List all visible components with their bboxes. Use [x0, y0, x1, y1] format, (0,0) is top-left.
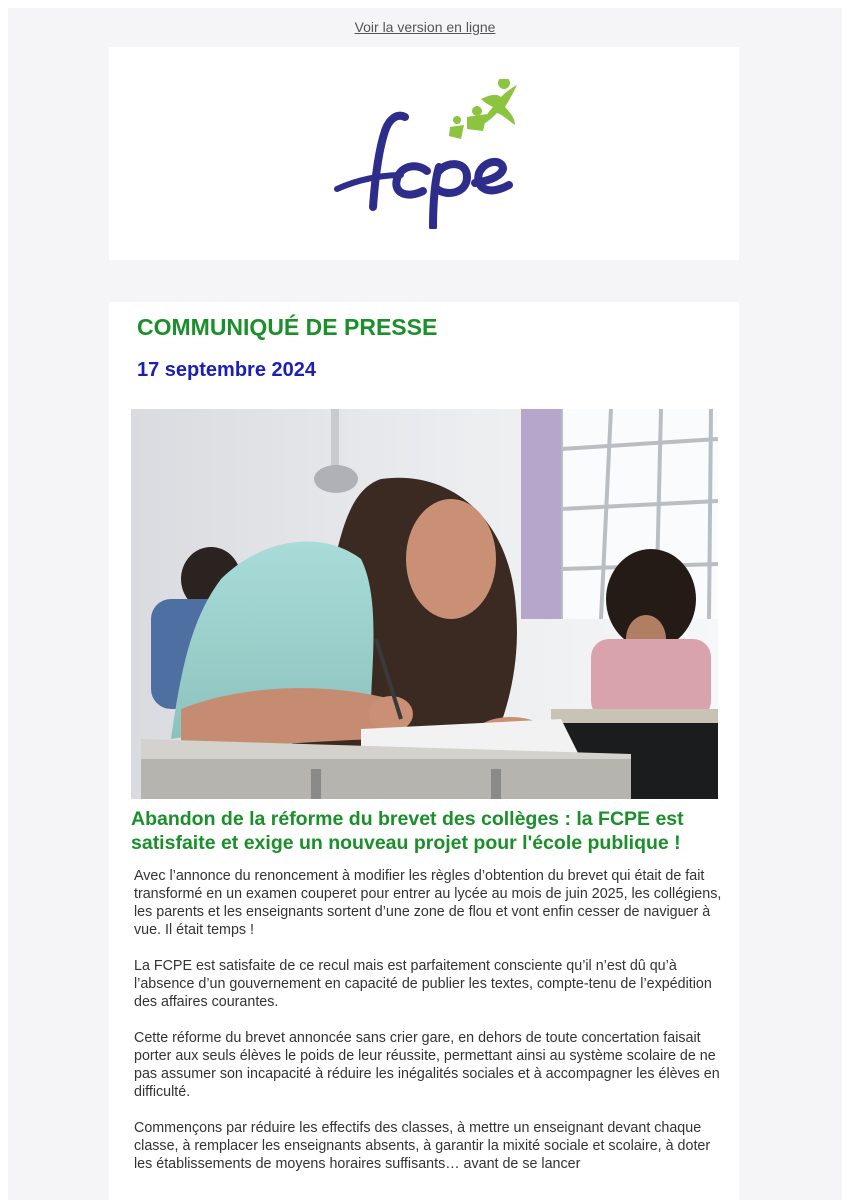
article-paragraph: Cette réforme du brevet annoncée sans crier gare, en dehors de toute concertation faisait porter aux seuls élèves le poids de leur réussite, permettant ainsi au système scolaire de ne pas assumer son incapacité à réduire les inégalités sociales et à accompagner les élèves en difficulté.	[134, 1030, 720, 1100]
view-online-link[interactable]: Voir la version en ligne	[354, 19, 496, 35]
email-container	[8, 8, 842, 1200]
article-paragraph: Commençons par réduire les effectifs des classes, à mettre un enseignant devant chaque classe, à remplacer les enseignants absents, à garantir la mixité sociale et scolaire, à doter les établissements de moyens horaires suffisants… avant de se lancer	[134, 1120, 711, 1172]
classroom-exam-photo-icon	[131, 409, 718, 799]
article-paragraph: Avec l’annonce du renoncement à modifier les règles d’obtention du brevet qui était de fait transformé en un examen couperet pour entrer au lycée au mois de juin 2025, les collégiens, les parents et les enseignants sortent d’une zone de flou et vont enfin cesser de naviguer à vue. Il était temps !	[134, 868, 722, 938]
article-paragraph: La FCPE est satisfaite de ce recul mais est parfaitement consciente qu’il n’est dû qu’à l’absence d’un gouvernement en capacité de publier les textes, compte-tenu de l’expédition des affaires courantes.	[134, 958, 712, 1010]
logo-banner	[109, 47, 739, 260]
release-date: 17 septembre 2024	[137, 359, 317, 381]
fcpe-logo	[329, 79, 519, 229]
press-release-label: COMMUNIQUÉ DE PRESSE	[137, 314, 438, 340]
press-release-body	[109, 302, 739, 1200]
article-body	[134, 867, 722, 1191]
fcpe-wordmark	[337, 116, 509, 227]
fcpe-logo-figures-icon	[449, 79, 517, 139]
article-headline: Abandon de la réforme du brevet des collèges : la FCPE est satisfaite et exige un nouveau projet pour l'école publique !	[131, 808, 684, 854]
